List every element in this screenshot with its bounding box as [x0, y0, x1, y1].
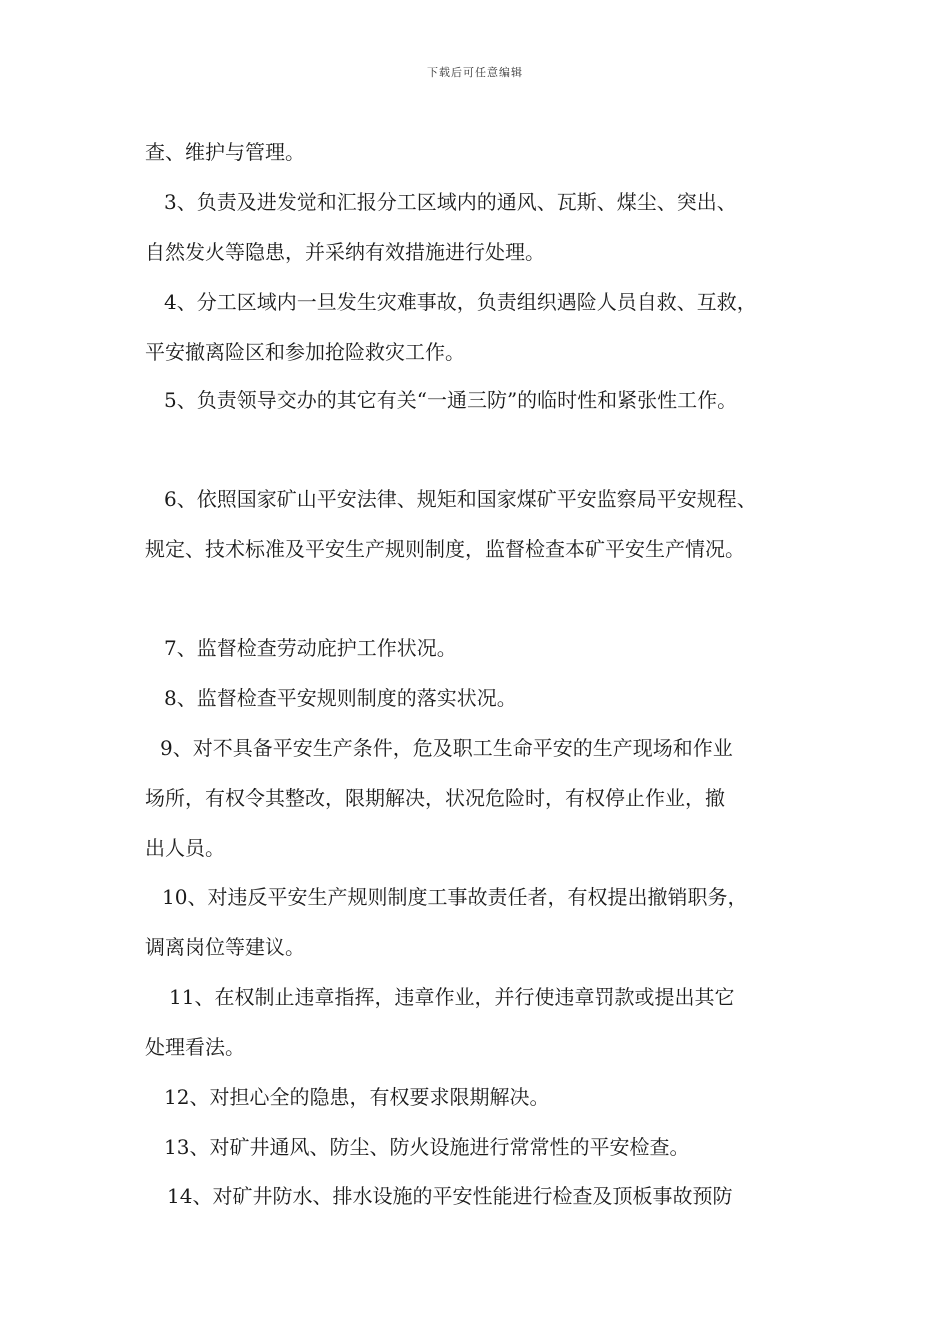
page-header: 下载后可任意编辑 — [427, 66, 523, 79]
text-line: 8、监督检查平安规则制度的落实状况。 — [164, 686, 517, 710]
text-line: 10、对违反平安生产规则制度工事故责任者，有权提出撤销职务， — [162, 885, 748, 909]
text-line: 平安撤离险区和参加抢险救灾工作。 — [145, 340, 465, 364]
text-line: 查、维护与管理。 — [145, 140, 305, 164]
text-line: 场所，有权令其整改，限期解决，状况危险时，有权停止作业，撤 — [145, 786, 725, 810]
text-line: 调离岗位等建议。 — [145, 935, 305, 959]
text-line: 13、对矿井通风、防尘、防火设施进行常常性的平安检查。 — [164, 1135, 690, 1159]
text-line: 出人员。 — [145, 836, 225, 860]
text-line: 12、对担心全的隐患，有权要求限期解决。 — [164, 1085, 550, 1109]
text-line: 9、对不具备平安生产条件，危及职工生命平安的生产现场和作业 — [160, 736, 733, 760]
text-line: 自然发火等隐患，并采纳有效措施进行处理。 — [145, 240, 545, 264]
text-line: 11、在权制止违章指挥，违章作业，并行使违章罚款或提出其它 — [169, 985, 735, 1009]
text-line: 规定、技术标准及平安生产规则制度，监督检查本矿平安生产情况。 — [145, 537, 745, 561]
text-line: 14、对矿井防水、排水设施的平安性能进行检查及顶板事故预防 — [167, 1184, 733, 1208]
text-line: 5、负责领导交办的其它有关“一通三防”的临时性和紧张性工作。 — [164, 388, 738, 412]
text-line: 6、依照国家矿山平安法律、规矩和国家煤矿平安监察局平安规程、 — [164, 487, 757, 511]
text-line: 4、分工区域内一旦发生灾难事故，负责组织遇险人员自救、互救， — [164, 290, 757, 314]
text-line: 处理看法。 — [145, 1035, 245, 1059]
text-line: 3、负责及进发觉和汇报分工区域内的通风、瓦斯、煤尘、突出、 — [164, 190, 737, 214]
text-line: 7、监督检查劳动庇护工作状况。 — [164, 636, 457, 660]
